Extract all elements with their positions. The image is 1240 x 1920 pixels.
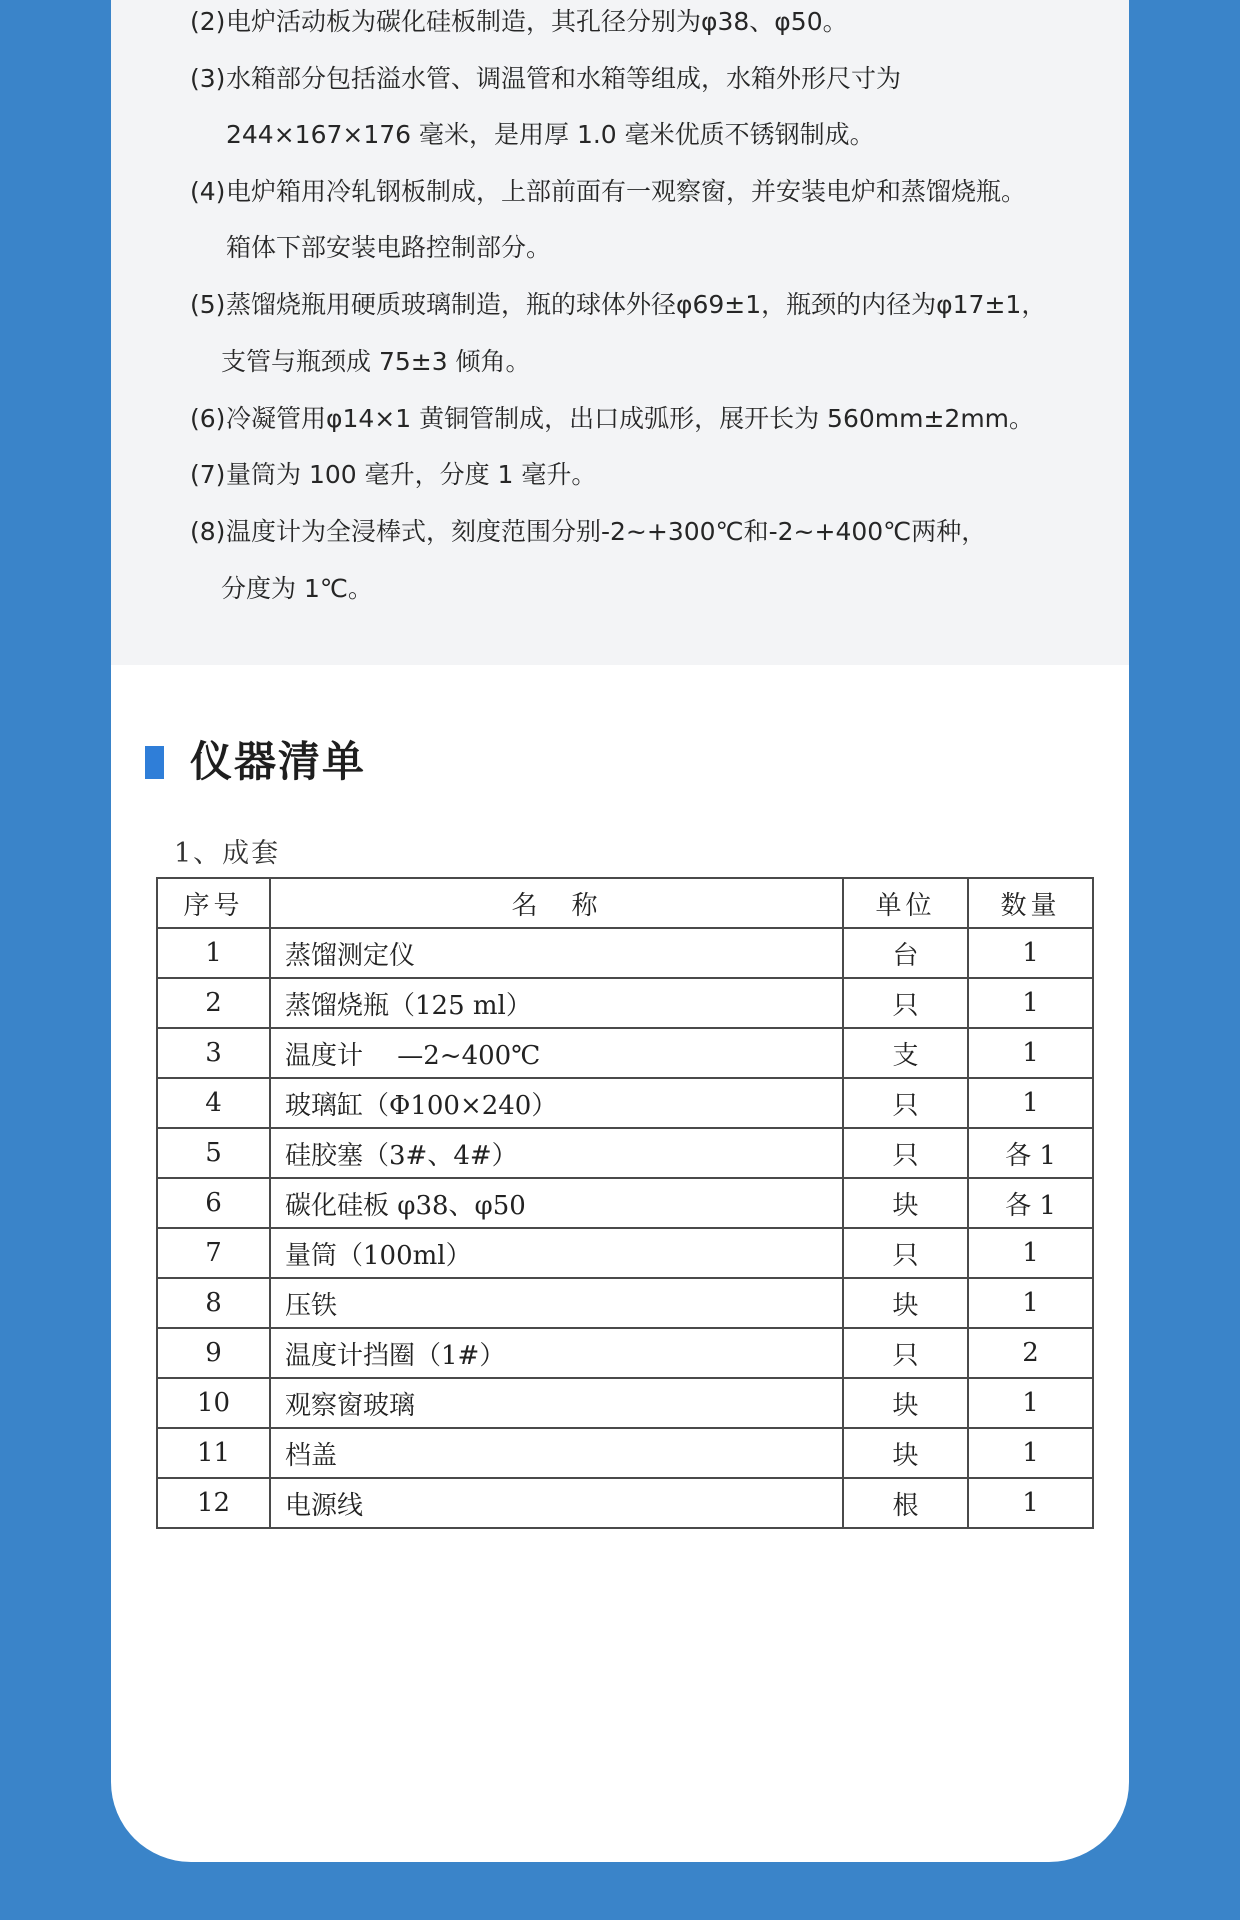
cell-qty: 2	[968, 1328, 1093, 1378]
cell-index: 6	[157, 1178, 270, 1228]
spec-line: (5)蒸馏烧瓶用硬质玻璃制造，瓶的球体外径φ69±1，瓶颈的内径为φ17±1，	[190, 290, 1047, 319]
header-unit: 单位	[843, 878, 968, 928]
table-row	[157, 1128, 1093, 1178]
cell-name: 温度计挡圈（1#）	[270, 1328, 843, 1378]
cell-index: 2	[157, 978, 270, 1028]
header-name: 名 称	[270, 878, 843, 928]
cell-qty: 各 1	[968, 1128, 1093, 1178]
cell-name: 蒸馏烧瓶（125 ml）	[270, 978, 843, 1028]
spec-line-cont: 244×167×176 毫米，是用厚 1.0 毫米优质不锈钢制成。	[226, 120, 875, 149]
table-row	[157, 1228, 1093, 1278]
cell-index: 7	[157, 1228, 270, 1278]
cell-index: 10	[157, 1378, 270, 1428]
header-qty: 数量	[968, 878, 1093, 928]
table-row	[157, 1178, 1093, 1228]
cell-index: 3	[157, 1028, 270, 1078]
spec-line-cont: 分度为 1℃。	[221, 574, 373, 603]
cell-qty: 1	[968, 1228, 1093, 1278]
spec-line: (7)量筒为 100 毫升，分度 1 毫升。	[190, 460, 597, 489]
cell-index: 9	[157, 1328, 270, 1378]
cell-unit: 只	[843, 978, 968, 1028]
cell-name: 压铁	[270, 1278, 843, 1328]
spec-line: (3)水箱部分包括溢水管、调温管和水箱等组成，水箱外形尺寸为	[190, 64, 902, 93]
table-row	[157, 1428, 1093, 1478]
table-row	[157, 1028, 1093, 1078]
table-row	[157, 1478, 1093, 1528]
cell-name: 蒸馏测定仪	[270, 928, 843, 978]
cell-index: 12	[157, 1478, 270, 1528]
spec-line: (8)温度计为全浸棒式，刻度范围分别-2~+300℃和-2~+400℃两种，	[190, 517, 987, 546]
cell-qty: 1	[968, 1278, 1093, 1328]
spec-line-cont: 支管与瓶颈成 75±3 倾角。	[221, 347, 531, 376]
cell-unit: 只	[843, 1128, 968, 1178]
cell-index: 11	[157, 1428, 270, 1478]
cell-qty: 1	[968, 1378, 1093, 1428]
cell-unit: 支	[843, 1028, 968, 1078]
cell-name: 碳化硅板 φ38、φ50	[270, 1178, 843, 1228]
cell-qty: 1	[968, 978, 1093, 1028]
table-row	[157, 978, 1093, 1028]
cell-name: 温度计 —2~400℃	[270, 1028, 843, 1078]
inventory-table	[156, 877, 1094, 1529]
cell-name: 玻璃缸（Φ100×240）	[270, 1078, 843, 1128]
cell-name: 硅胶塞（3#、4#）	[270, 1128, 843, 1178]
cell-qty: 1	[968, 928, 1093, 978]
cell-name: 观察窗玻璃	[270, 1378, 843, 1428]
section-title: 仪器清单	[190, 737, 367, 786]
cell-qty: 1	[968, 1478, 1093, 1528]
spec-line: (4)电炉箱用冷轧钢板制成，上部前面有一观察窗，并安装电炉和蒸馏烧瓶。	[190, 177, 1027, 206]
table-row	[157, 1078, 1093, 1128]
table-header-row	[157, 878, 1093, 928]
header-index: 序号	[157, 878, 270, 928]
cell-qty: 1	[968, 1078, 1093, 1128]
cell-unit: 根	[843, 1478, 968, 1528]
cell-qty: 1	[968, 1028, 1093, 1078]
cell-unit: 块	[843, 1428, 968, 1478]
cell-index: 5	[157, 1128, 270, 1178]
cell-unit: 只	[843, 1078, 968, 1128]
content-card	[111, 0, 1129, 1862]
table-row	[157, 1278, 1093, 1328]
table-row	[157, 1328, 1093, 1378]
cell-name: 电源线	[270, 1478, 843, 1528]
cell-index: 4	[157, 1078, 270, 1128]
cell-name: 量筒（100ml）	[270, 1228, 843, 1278]
spec-line-cont: 箱体下部安装电路控制部分。	[226, 233, 552, 262]
table-row	[157, 1378, 1093, 1428]
spec-line: (6)冷凝管用φ14×1 黄铜管制成，出口成弧形，展开长为 560mm±2mm。	[190, 404, 1035, 433]
cell-unit: 块	[843, 1178, 968, 1228]
section-accent-bar	[145, 746, 164, 779]
cell-unit: 只	[843, 1328, 968, 1378]
set-label: 1、成套	[174, 838, 281, 869]
spec-line: (2)电炉活动板为碳化硅板制造，其孔径分别为φ38、φ50。	[190, 7, 848, 36]
cell-unit: 只	[843, 1228, 968, 1278]
spec-panel	[111, 0, 1129, 665]
cell-unit: 块	[843, 1278, 968, 1328]
cell-unit: 台	[843, 928, 968, 978]
cell-index: 8	[157, 1278, 270, 1328]
table-row	[157, 928, 1093, 978]
cell-qty: 各 1	[968, 1178, 1093, 1228]
cell-name: 档盖	[270, 1428, 843, 1478]
cell-index: 1	[157, 928, 270, 978]
cell-qty: 1	[968, 1428, 1093, 1478]
cell-unit: 块	[843, 1378, 968, 1428]
